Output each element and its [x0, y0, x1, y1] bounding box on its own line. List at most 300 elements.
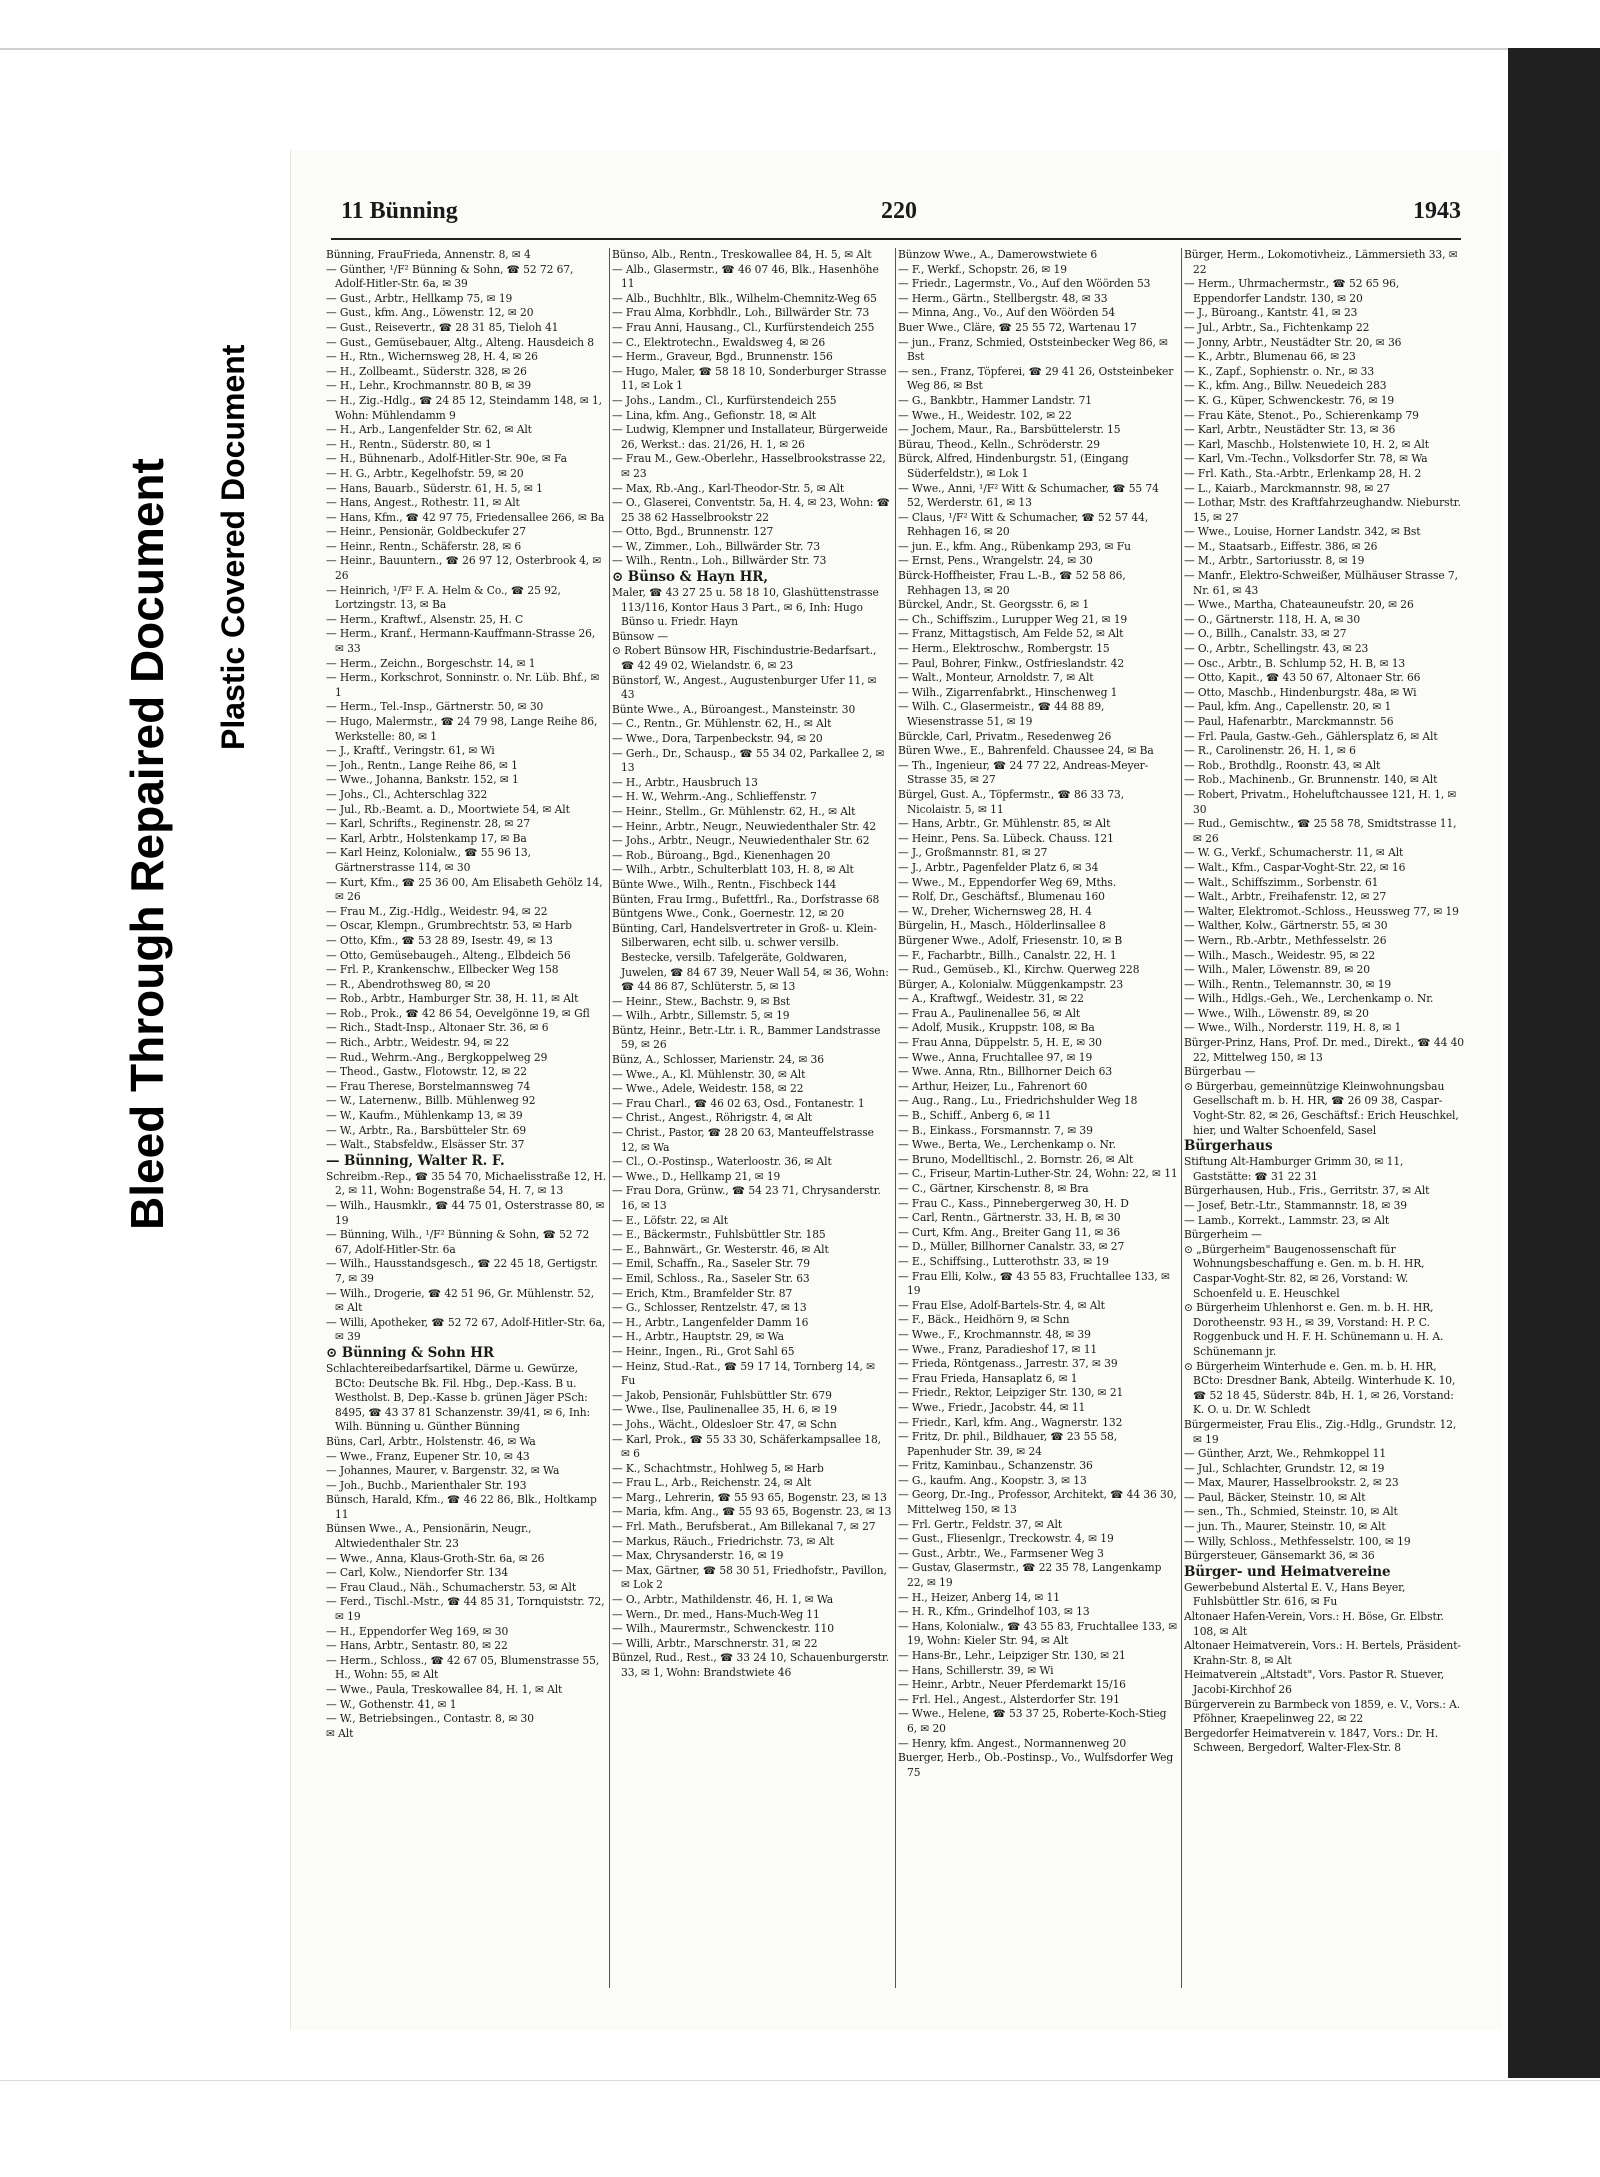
directory-entry: — Rob., Brothdlg., Roonstr. 43, ✉ Alt [1184, 758, 1381, 772]
scan-right-edge-block [1508, 48, 1600, 2078]
directory-entry: — Heinr., Pensionär, Goldbeckufer 27 [326, 525, 526, 539]
plastic-covered-label: Plastic Covered Document [215, 344, 251, 750]
directory-heading: ⊙ Bünso & Hayn HR, [612, 569, 768, 586]
directory-entry: — C., Gärtner, Kirschenstr. 8, ✉ Bra [898, 1182, 1089, 1195]
directory-entry: — Jakob, Pensionär, Fuhlsbüttler Str. 679 [612, 1388, 832, 1402]
directory-entry: — Herm., Zeichn., Borgeschstr. 14, ✉ 1 [326, 656, 536, 670]
directory-entry: — Hans, Bauarb., Süderstr. 61, H. 5, ✉ 1 [326, 481, 543, 495]
directory-entry: — C., Friseur, Martin-Luther-Str. 24, Wohn: 22, ✉ 11 [898, 1167, 1178, 1181]
directory-entry: — O., Arbtr., Schellingstr. 43, ✉ 23 [1184, 642, 1369, 656]
directory-entry: — Fritz, Kaminbau., Schanzenstr. 36 [898, 1459, 1093, 1473]
directory-entry: Schreibm.-Rep., ☎ 35 54 70, Michaelisstraße 12, H. 2, ✉ 11, Wohn: Bogenstraße 54, H. 7, ✉ 13 [326, 1169, 606, 1198]
directory-entry: — Walt., Kfm., Caspar-Voght-Str. 22, ✉ 16 [1184, 860, 1406, 874]
directory-entry: — M., Arbtr., Sartoriusstr. 8, ✉ 19 [1184, 554, 1365, 568]
directory-entry: — M., Staatsarb., Eiffestr. 386, ✉ 26 [1184, 539, 1378, 553]
directory-entry: Büntgens Wwe., Conk., Goernestr. 12, ✉ 20 [612, 907, 845, 921]
directory-entry: — Max, Chrysanderstr. 16, ✉ 19 [612, 1549, 784, 1563]
directory-entry: — Rud., Wehrm.-Ang., Bergkoppelweg 29 [326, 1050, 548, 1064]
directory-entry: Bürgel, Gust. A., Töpfermstr., ☎ 86 33 73, Nicolaistr. 5, ✉ 11 [898, 787, 1125, 816]
directory-entry: — Friedr., Lagermstr., Vo., Auf den Wöörden 53 [898, 277, 1151, 291]
directory-entry: — Otto, Kapit., ☎ 43 50 67, Altonaer Str. 66 [1184, 671, 1421, 685]
directory-entry: — Karl, Maschb., Holstenwiete 10, H. 2, ✉ Alt [1184, 437, 1429, 451]
directory-entry: — Aug., Rang., Lu., Friedrichshulder Weg 18 [898, 1094, 1138, 1108]
directory-entry: — Paul, Bohrer, Finkw., Ostfrieslandstr. 42 [898, 656, 1125, 670]
directory-entry: Bürgener Wwe., Adolf, Friesenstr. 10, ✉ B [898, 933, 1123, 947]
directory-entry: — Rob., Prok., ☎ 42 86 54, Oevelgönne 19, ✉ Gfl [326, 1006, 590, 1020]
directory-entry: — Herm., Gärtn., Stellbergstr. 48, ✉ 33 [898, 291, 1108, 305]
directory-entry: Gewerbebund Alstertal E. V., Hans Beyer, Fuhlsbüttler Str. 616, ✉ Fu [1184, 1580, 1406, 1609]
directory-column-3 [898, 248, 1178, 2008]
directory-entry: — H., Bühnenarb., Adolf-Hitler-Str. 90e, ✉ Fa [326, 452, 567, 466]
directory-entry: ⊙ Bürgerheim Winterhude e. Gen. m. b. H. HR, BCto: Dresdner Bank, Abteilg. Winterhude K. 10, ☎ 52 18 45, Süderstr. 84b, H. 1, ✉ 26, Vorstand: K. O. u. Dr. W. Schledt [1184, 1359, 1456, 1417]
directory-entry: — Wern., Rb.-Arbtr., Methfesselstr. 26 [1184, 933, 1387, 947]
directory-entry: — Heinz, Stud.-Rat., ☎ 59 17 14, Tornberg 14, ✉ Fu [612, 1359, 875, 1388]
directory-entry: — Heinr., Bauuntern., ☎ 26 97 12, Osterbrook 4, ✉ 26 [326, 554, 602, 583]
directory-entry: — Carl, Rentn., Gärtnerstr. 33, H. B, ✉ 30 [898, 1211, 1121, 1225]
directory-entry: — W., Gothenstr. 41, ✉ 1 [326, 1697, 457, 1711]
directory-entry: — Josef, Betr.-Ltr., Stammannstr. 18, ✉ 39 [1184, 1199, 1407, 1212]
side-labels [120, 230, 300, 1230]
directory-entry: Bünsen Wwe., A., Pensionärin, Neugr., Altwiedenthaler Str. 23 [326, 1522, 532, 1551]
directory-entry: — Frau Dora, Grünw., ☎ 54 23 71, Chrysanderstr. 16, ✉ 13 [612, 1184, 881, 1212]
directory-entry: — K., Schachtmstr., Hohlweg 5, ✉ Harb [612, 1461, 824, 1475]
directory-entry: Bürau, Theod., Kelln., Schröderstr. 29 [898, 437, 1100, 451]
directory-entry: — O., Billh., Canalstr. 33, ✉ 27 [1184, 627, 1347, 641]
directory-entry: — Joh., Rentn., Lange Reihe 86, ✉ 1 [326, 758, 518, 772]
directory-entry: — Wwe. Anna, Rtn., Billhorner Deich 63 [898, 1065, 1113, 1079]
directory-entry: Schlachtereibedarfsartikel, Därme u. Gewürze, BCto: Deutsche Bk. Fil. Hbg., Dep.-Kass. B u. Westholst. B, Dep.-Kasse b. grünen Jäger PSch: 8495, ☎ 43 37 81 Schanzenstr. 39/41, ✉ 6, Inh: Wilh. Bünning u. Günther Bünning [326, 1361, 591, 1434]
directory-entry: — Frl. Kath., Sta.-Arbtr., Erlenkamp 28, H. 2 [1184, 466, 1422, 480]
directory-entry: — Frau L., Arb., Reichenstr. 24, ✉ Alt [612, 1476, 812, 1490]
directory-entry: — Wwe., H., Weidestr. 102, ✉ 22 [898, 408, 1072, 422]
directory-entry: — Günther, ¹/F² Bünning & Sohn, ☎ 52 72 67, Adolf-Hitler-Str. 6a, ✉ 39 [326, 262, 574, 291]
directory-entry: — Johs., Wächt., Oldesloer Str. 47, ✉ Schn [612, 1417, 837, 1431]
directory-entry: — O., Gärtnerstr. 118, H. A, ✉ 30 [1184, 612, 1361, 626]
directory-entry: — Frau M., Zig.-Hdlg., Weidestr. 94, ✉ 22 [326, 904, 548, 918]
directory-entry: — H., Arb., Langenfelder Str. 62, ✉ Alt [326, 423, 532, 437]
directory-entry: — Wilh., Drogerie, ☎ 42 51 96, Gr. Mühlenstr. 52, ✉ Alt [326, 1286, 595, 1315]
directory-entry: — W., Betriebsingen., Contastr. 8, ✉ 30 [326, 1712, 534, 1726]
directory-entry: — Hans, Arbtr., Sentastr. 80, ✉ 22 [326, 1639, 508, 1653]
directory-entry: Bergedorfer Heimatverein v. 1847, Vors.: Dr. H. Schween, Bergedorf, Walter-Flex-Str. 8 [1184, 1726, 1439, 1755]
directory-entry: — Karl, Arbtr., Neustädter Str. 13, ✉ 36 [1184, 423, 1396, 437]
directory-entry: — F., Facharbtr., Billh., Canalstr. 22, H. 1 [898, 948, 1117, 962]
directory-entry: — Theod., Gastw., Flotowstr. 12, ✉ 22 [326, 1065, 527, 1079]
directory-entry: — Adolf, Musik., Kruppstr. 108, ✉ Ba [898, 1021, 1095, 1035]
directory-entry: — jun., Franz, Schmied, Oststeinbecker Weg 86, ✉ Bst [898, 335, 1168, 364]
directory-entry: — jun. Th., Maurer, Steinstr. 10, ✉ Alt [1184, 1520, 1386, 1534]
directory-entry: — Frau Else, Adolf-Bartels-Str. 4, ✉ Alt [898, 1298, 1105, 1312]
directory-entry: — Hans, Schillerstr. 39, ✉ Wi [898, 1663, 1054, 1677]
directory-entry: — Max, Rb.-Ang., Karl-Theodor-Str. 5, ✉ Alt [612, 481, 845, 495]
directory-entry: — Hugo, Malermstr., ☎ 24 79 98, Lange Reihe 86, Werkstelle: 80, ✉ 1 [326, 715, 598, 743]
directory-entry: — Walter, Elektromot.-Schloss., Heussweg 77, ✉ 19 [1184, 904, 1459, 918]
directory-entry: — Henry, kfm. Angest., Normannenweg 20 [898, 1736, 1127, 1750]
directory-entry: — Friedr., Karl, kfm. Ang., Wagnerstr. 132 [898, 1415, 1123, 1429]
directory-entry: Bürck, Alfred, Hindenburgstr. 51, (Eingang Süderfeldstr.), ✉ Lok 1 [898, 452, 1129, 480]
directory-entry: — Emil, Schloss., Ra., Saseler Str. 63 [612, 1271, 810, 1285]
directory-entry: — Carl, Kolw., Niendorfer Str. 134 [326, 1566, 509, 1580]
directory-entry: — Frau Claud., Näh., Schumacherstr. 53, ✉ Alt [326, 1580, 577, 1594]
directory-entry: — Frau A., Paulinenallee 56, ✉ Alt [898, 1006, 1081, 1020]
directory-entry: — Franz, Mittagstisch, Am Felde 52, ✉ Alt [898, 627, 1124, 641]
directory-entry: — Rud., Gemüseb., Kl., Kirchw. Querweg 228 [898, 963, 1140, 977]
directory-entry: Bünz, A., Schlosser, Marienstr. 24, ✉ 36 [612, 1053, 824, 1067]
directory-entry: — K. G., Küper, Schwenckestr. 76, ✉ 19 [1184, 393, 1395, 407]
directory-entry: — Rob., Arbtr., Hamburger Str. 38, H. 11, ✉ Alt [326, 992, 579, 1006]
directory-entry: — E., Löfstr. 22, ✉ Alt [612, 1213, 728, 1227]
directory-entry: — C., Rentn., Gr. Mühlenstr. 62, H., ✉ Alt [612, 717, 832, 731]
directory-entry: — Herm., Tel.-Insp., Gärtnerstr. 50, ✉ 30 [326, 700, 544, 714]
directory-entry: — Gerh., Dr., Schausp., ☎ 55 34 02, Parkallee 2, ✉ 13 [612, 746, 885, 775]
directory-entry: — Günther, Arzt, We., Rehmkoppel 11 [1184, 1447, 1387, 1461]
directory-entry: — H. G., Arbtr., Kegelhofstr. 59, ✉ 20 [326, 466, 524, 480]
directory-entry: — Walt., Monteur, Arnoldstr. 7, ✉ Alt [898, 671, 1094, 685]
directory-entry: — R., Abendrothsweg 80, ✉ 20 [326, 977, 491, 991]
directory-entry: — Willy, Schloss., Methfesselstr. 100, ✉ 19 [1184, 1534, 1411, 1548]
directory-entry: — Wilh., Hausstandsgesch., ☎ 22 45 18, Gertigstr. 7, ✉ 39 [326, 1257, 598, 1285]
directory-entry: — Wilh., Hausmklr., ☎ 44 75 01, Osterstrasse 80, ✉ 19 [326, 1199, 605, 1227]
directory-entry: — K., Arbtr., Blumenau 66, ✉ 23 [1184, 350, 1356, 364]
directory-entry: — Wilh., Zigarrenfabrkt., Hinschenweg 1 [898, 685, 1118, 699]
directory-entry: — A., Kraftwgf., Weidestr. 31, ✉ 22 [898, 992, 1084, 1006]
directory-entry: — Joh., Buchb., Marienthaler Str. 193 [326, 1478, 527, 1492]
directory-entry: — Max, Maurer, Hasselbrookstr. 2, ✉ 23 [1184, 1476, 1399, 1490]
scan-top-line [0, 48, 1510, 50]
directory-entry: — Hans, Arbtr., Gr. Mühlenstr. 85, ✉ Alt [898, 817, 1111, 831]
directory-column-1 [326, 248, 606, 2008]
directory-entry: — Cl., O.-Postinsp., Waterloostr. 36, ✉ Alt [612, 1155, 832, 1169]
directory-entry: ✉ Alt [326, 1726, 354, 1740]
directory-entry: — Bünning, Wilh., ¹/F² Bünning & Sohn, ☎ 52 72 67, Adolf-Hitler-Str. 6a [326, 1228, 590, 1256]
directory-entry: — Wwe., Paula, Treskowallee 84, H. 1, ✉ Alt [326, 1683, 563, 1696]
directory-entry: — Wilh., Rentn., Loh., Billwärder Str. 73 [612, 554, 827, 568]
directory-entry: — Markus, Räuch., Friedrichstr. 73, ✉ Alt [612, 1534, 834, 1548]
directory-entry: — Wilh., Arbtr., Sillemstr. 5, ✉ 19 [612, 1009, 790, 1023]
directory-entry: — Wwe., A., Kl. Mühlenstr. 30, ✉ Alt [612, 1067, 806, 1081]
directory-entry: — H. R., Kfm., Grindelhof 103, ✉ 13 [898, 1605, 1090, 1619]
directory-entry: — Wwe., Louise, Horner Landstr. 342, ✉ Bst [1184, 525, 1421, 539]
directory-entry: Altonaer Heimatverein, Vors.: H. Bertels, Präsident-Krahn-Str. 8, ✉ Alt [1184, 1639, 1461, 1667]
directory-entry: — Wwe., Anna, Klaus-Groth-Str. 6a, ✉ 26 [326, 1551, 545, 1565]
directory-entry: — Osc., Arbtr., B. Schlump 52, H. B, ✉ 13 [1184, 656, 1406, 670]
directory-entry: — Kurt, Kfm., ☎ 25 36 00, Am Elisabeth Gehölz 14, ✉ 26 [326, 875, 603, 904]
directory-entry: — Heinr., Arbtr., Neuer Pferdemarkt 15/16 [898, 1678, 1126, 1692]
directory-entry: — Ernst, Pens., Wrangelstr. 24, ✉ 30 [898, 554, 1093, 568]
directory-entry: Bünte Wwe., Wilh., Rentn., Fischbeck 144 [612, 877, 837, 891]
directory-entry: — Frau M., Gew.-Oberlehr., Hasselbrookstrasse 22, ✉ 23 [612, 452, 886, 480]
directory-page [290, 150, 1501, 2030]
directory-entry: — Wilh., Masch., Weidestr. 95, ✉ 22 [1184, 948, 1376, 962]
directory-entry: — Frau Charl., ☎ 46 02 63, Osd., Fontanestr. 1 [612, 1096, 865, 1110]
directory-entry: — Gust., Gemüsebauer, Altg., Alteng. Hausdeich 8 [326, 335, 594, 349]
directory-entry: — Otto, Gemüsebaugeh., Alteng., Elbdeich 56 [326, 948, 571, 962]
directory-entry: — Ludwig, Klempner und Installateur, Bürgerweide 26, Werkst.: das. 21/26, H. 1, ✉ 26 [612, 423, 888, 451]
directory-entry: — Karl, Prok., ☎ 55 33 30, Schäferkampsallee 18, ✉ 6 [612, 1432, 881, 1461]
directory-heading: Bürgerhaus [1184, 1138, 1273, 1155]
directory-entry: — Heinr., Pens. Sa. Lübeck. Chauss. 121 [898, 831, 1114, 845]
directory-entry: — Wilh. C., Glasermeistr., ☎ 44 88 89, Wiesenstrasse 51, ✉ 19 [898, 700, 1105, 728]
directory-entry: — Rolf, Dr., Geschäftsf., Blumenau 160 [898, 890, 1105, 904]
directory-entry: — Frau Therese, Borstelmannsweg 74 [326, 1079, 531, 1093]
directory-entry: — Johs., Landm., Cl., Kurfürstendeich 255 [612, 393, 837, 407]
directory-entry: — F., Werkf., Schopstr. 26, ✉ 19 [898, 262, 1067, 276]
directory-entry: — sen., Franz, Töpferei, ☎ 29 41 26, Oststeinbeker Weg 86, ✉ Bst [898, 364, 1174, 393]
directory-entry: — Jul., Schlachter, Grundstr. 12, ✉ 19 [1184, 1461, 1385, 1475]
directory-entry: — Christ., Angest., Röhrigstr. 4, ✉ Alt [612, 1111, 813, 1125]
directory-entry: — Lamb., Korrekt., Lammstr. 23, ✉ Alt [1184, 1213, 1390, 1227]
directory-entry: — Wilh., Hdlgs.-Geh., We., Lerchenkamp o. Nr. [1184, 992, 1434, 1006]
directory-entry: — H., Heizer, Anberg 14, ✉ 11 [898, 1590, 1060, 1604]
directory-entry: — Johannes, Maurer, v. Bargenstr. 32, ✉ Wa [326, 1464, 560, 1478]
directory-entry: — Frau Anna, Düppelstr. 5, H. E, ✉ 30 [898, 1036, 1102, 1050]
directory-entry: — H., Eppendorfer Weg 169, ✉ 30 [326, 1624, 509, 1638]
directory-entry: Bünsow — [612, 629, 668, 643]
directory-entry: Bünning, FrauFrieda, Annenstr. 8, ✉ 4 [326, 248, 531, 261]
directory-entry: — W., Zimmer., Loh., Billwärder Str. 73 [612, 539, 821, 553]
directory-entry: — Karl, Arbtr., Holstenkamp 17, ✉ Ba [326, 831, 527, 845]
directory-entry: — Frau C., Kass., Pinnebergerweg 30, H. D [898, 1196, 1129, 1210]
header-running-title: 11 Bünning [341, 198, 458, 224]
directory-column-2 [612, 248, 892, 2008]
directory-entry: — Alb., Glasermstr., ☎ 46 07 46, Blk., Hasenhöhe 11 [612, 262, 879, 291]
directory-entry: — B., Einkass., Forsmannstr. 7, ✉ 39 [898, 1123, 1093, 1137]
directory-entry: — Karl, Schrifts., Reginenstr. 28, ✉ 27 [326, 817, 531, 831]
directory-entry: — Otto, Kfm., ☎ 53 28 89, Isestr. 49, ✉ 13 [326, 933, 553, 947]
directory-entry: — Heinr., Rentn., Schäferstr. 28, ✉ 6 [326, 539, 522, 553]
directory-entry: Bürgerbau — [1184, 1065, 1256, 1079]
directory-entry: Bünsch, Harald, Kfm., ☎ 46 22 86, Blk., Holtkamp 11 [326, 1493, 597, 1521]
directory-entry: — R., Carolinenstr. 26, H. 1, ✉ 6 [1184, 744, 1356, 758]
directory-entry: — Frau Alma, Korbhdlr., Loh., Billwärder Str. 73 [612, 306, 870, 320]
directory-entry: — Frl. Math., Berufsberat., Am Billekanal 7, ✉ 27 [612, 1520, 876, 1534]
directory-entry: — H., Rtn., Wichernsweg 28, H. 4, ✉ 26 [326, 350, 538, 364]
directory-entry: — Gustav, Glasermstr., ☎ 22 35 78, Langenkamp 22, ✉ 19 [898, 1561, 1162, 1590]
directory-entry: — Wilh., Maurermstr., Schwenckestr. 110 [612, 1622, 834, 1636]
directory-entry: — Frau Anni, Hausang., Cl., Kurfürstendeich 255 [612, 320, 875, 334]
directory-entry: — Herm., Schloss., ☎ 42 67 05, Blumenstrasse 55, H., Wohn: 55, ✉ Alt [326, 1653, 600, 1682]
directory-entry: Büns, Carl, Arbtr., Holstenstr. 46, ✉ Wa [326, 1434, 536, 1448]
directory-entry: — Wwe., Anna, Fruchtallee 97, ✉ 19 [898, 1050, 1093, 1064]
bleed-through-label: Bleed Through Repaired Document [121, 458, 173, 1230]
directory-entry: — Frau Käte, Stenot., Po., Schierenkamp 79 [1184, 408, 1419, 422]
directory-entry: — Paul, kfm. Ang., Capellenstr. 20, ✉ 1 [1184, 700, 1392, 714]
directory-entry: — W., Laternenw., Billb. Mühlenweg 92 [326, 1094, 536, 1108]
directory-entry: — Johs., Cl., Achterschlag 322 [326, 787, 488, 801]
directory-entry: — Ch., Schiffszim., Lurupper Weg 21, ✉ 19 [898, 612, 1128, 626]
directory-entry: — Herm., Graveur, Bgd., Brunnenstr. 156 [612, 350, 833, 364]
directory-entry: — O., Arbtr., Mathildenstr. 46, H. 1, ✉ Wa [612, 1593, 834, 1607]
directory-entry: — Georg, Dr.-Ing., Professor, Architekt, ☎ 44 36 30, Mittelweg 150, ✉ 13 [898, 1488, 1177, 1517]
directory-entry: — H., Arbtr., Hauptstr. 29, ✉ Wa [612, 1330, 784, 1344]
directory-entry: — Hans, Kolonialw., ☎ 43 55 83, Fruchtallee 133, ✉ 19, Wohn: Kieler Str. 94, ✉ Alt [898, 1619, 1178, 1648]
directory-entry: — sen., Th., Schmied, Steinstr. 10, ✉ Alt [1184, 1505, 1398, 1519]
directory-entry: — Otto, Maschb., Hindenburgstr. 48a, ✉ Wi [1184, 685, 1417, 699]
directory-entry: — G., kaufm. Ang., Koopstr. 3, ✉ 13 [898, 1473, 1087, 1487]
directory-entry: Bünzow Wwe., A., Damerowstwiete 6 [898, 248, 1098, 261]
directory-entry: Buerger, Herb., Ob.-Postinsp., Vo., Wulfsdorfer Weg 75 [898, 1751, 1174, 1779]
directory-entry: — J., Großmannstr. 81, ✉ 27 [898, 846, 1048, 860]
directory-entry: — Wwe., D., Hellkamp 21, ✉ 19 [612, 1169, 781, 1183]
directory-entry: — Johs., Arbtr., Neugr., Neuwiedenthaler Str. 62 [612, 834, 870, 848]
directory-entry: — Rob., Machinenb., Gr. Brunnenstr. 140, ✉ Alt [1184, 773, 1438, 787]
directory-entry: — Heinr., Stellm., Gr. Mühlenstr. 62, H., ✉ Alt [612, 804, 856, 818]
directory-entry: — Herm., Korkschrot, Sonninstr. o. Nr. Lüb. Bhf., ✉ 1 [326, 671, 600, 699]
directory-entry: — W., Arbtr., Ra., Barsbütteler Str. 69 [326, 1123, 527, 1137]
directory-entry: — Heinr., Stew., Bachstr. 9, ✉ Bst [612, 994, 790, 1008]
directory-entry: ⊙ Bürgerheim Uhlenhorst e. Gen. m. b. H. HR, Dorotheenstr. 93 H., ✉ 39, Vorstand: H. P. C. Roggenbuck und H. F. H. Schünemann u. H. A. Schünemann jr. [1184, 1301, 1444, 1358]
directory-entry: Altonaer Hafen-Verein, Vors.: H. Böse, Gr. Elbstr. 108, ✉ Alt [1184, 1610, 1444, 1638]
directory-entry: — Maria, kfm. Ang., ☎ 55 93 65, Bogenstr. 23, ✉ 13 [612, 1505, 892, 1519]
directory-entry: — Wwe., F., Krochmannstr. 48, ✉ 39 [898, 1327, 1091, 1341]
directory-entry: — Hans-Br., Lehr., Leipziger Str. 130, ✉ 21 [898, 1649, 1126, 1662]
directory-entry: — Frl. Paula, Gastw.-Geh., Gählersplatz 6, ✉ Alt [1184, 729, 1438, 743]
directory-entry: — Herm., Uhrmachermstr., ☎ 52 65 96, Eppendorfer Landstr. 130, ✉ 20 [1184, 277, 1400, 305]
directory-entry: ⊙ „Bürgerheim" Baugenossenschaft für Wohnungsbeschaffung e. Gen. m. b. H. HR, Caspar-Voght-Str. 82, ✉ 26, Vorstand: W. Schoenfeld u. E. Heuschkel [1184, 1242, 1425, 1300]
directory-entry: — Jul., Rb.-Beamt. a. D., Moortwiete 54, ✉ Alt [326, 802, 570, 816]
directory-entry: — Bruno, Modelltischl., 2. Bornstr. 26, ✉ Alt [898, 1152, 1134, 1166]
directory-entry: — Curt, Kfm. Ang., Breiter Gang 11, ✉ 36 [898, 1225, 1121, 1239]
directory-entry: — E., Bahnwärt., Gr. Westerstr. 46, ✉ Alt [612, 1242, 829, 1256]
scan-bottom-line [0, 2080, 1600, 2081]
directory-entry: — Rich., Arbtr., Weidestr. 94, ✉ 22 [326, 1036, 510, 1050]
directory-entry: — Wwe., Johanna, Bankstr. 152, ✉ 1 [326, 773, 519, 787]
directory-entry: Bürgerheim — [1184, 1228, 1262, 1242]
directory-heading: — Bünning, Walter R. F. [326, 1152, 505, 1169]
directory-entry: — Frl. P., Krankenschw., Ellbecker Weg 158 [326, 963, 559, 977]
directory-entry: Bürckle, Carl, Privatm., Resedenweg 26 [898, 729, 1112, 743]
directory-entry: — K., Zapf., Sophienstr. o. Nr., ✉ 33 [1184, 364, 1375, 378]
directory-entry: — W. G., Verkf., Schumacherstr. 11, ✉ Alt [1184, 846, 1404, 860]
directory-entry: Bürger, Herm., Lokomotivheiz., Lämmersieth 33, ✉ 22 [1184, 248, 1458, 276]
directory-entry: — Walt., Stabsfeldw., Elsässer Str. 37 [326, 1138, 525, 1152]
directory-entry: — Wilh., Arbtr., Schulterblatt 103, H. 8, ✉ Alt [612, 863, 854, 877]
directory-entry: Bürgersteuer, Gänsemarkt 36, ✉ 36 [1184, 1549, 1375, 1563]
directory-entry: — Willi, Arbtr., Marschnerstr. 31, ✉ 22 [612, 1636, 818, 1650]
directory-entry: — Erich, Ktm., Bramfelder Str. 87 [612, 1286, 793, 1300]
directory-entry: Bürgerhausen, Hub., Fris., Gerritstr. 37, ✉ Alt [1184, 1184, 1430, 1198]
directory-entry: Stiftung Alt-Hamburger Grimm 30, ✉ 11, Gaststätte: ☎ 31 22 31 [1184, 1155, 1404, 1183]
directory-entry: — Herm., Elektroschw., Rombergstr. 15 [898, 642, 1110, 656]
directory-entry: — H., Rentn., Süderstr. 80, ✉ 1 [326, 437, 492, 451]
directory-entry: — J., Büroang., Kantstr. 41, ✉ 23 [1184, 306, 1358, 320]
directory-entry: — J., Kraftf., Veringstr. 61, ✉ Wi [326, 744, 495, 758]
directory-entry: Bünso, Alb., Rentn., Treskowallee 84, H. 5, ✉ Alt [612, 248, 872, 261]
directory-entry: — Herm., Kraftwf., Alsenstr. 25, H. C [326, 612, 524, 626]
directory-heading: Bürger- und Heimatvereine [1184, 1563, 1391, 1580]
directory-entry: — E., Bäckermstr., Fuhlsbüttler Str. 185 [612, 1228, 826, 1242]
directory-entry: ⊙ Robert Bünsow HR, Fischindustrie-Bedarfsart., ☎ 42 49 02, Wielandstr. 6, ✉ 23 [612, 644, 877, 673]
directory-entry: Bünzel, Rud., Rest., ☎ 33 24 10, Schauenburgerstr. 33, ✉ 1, Wohn: Brandstwiete 46 [612, 1651, 890, 1679]
directory-entry: Bünte Wwe., A., Büroangest., Mansteinstr. 30 [612, 702, 856, 716]
directory-entry: Bürger, A., Kolonialw. Müggenkampstr. 23 [898, 977, 1124, 991]
directory-entry: — Wwe., M., Eppendorfer Weg 69, Mths. [898, 875, 1117, 889]
directory-entry: — Fritz, Dr. phil., Bildhauer, ☎ 23 55 58, Papenhuder Str. 39, ✉ 24 [898, 1430, 1118, 1458]
directory-entry: — Ferd., Tischl.-Mstr., ☎ 44 85 31, Tornquiststr. 72, ✉ 19 [326, 1595, 605, 1624]
directory-entry: — H., Zig.-Hdlg., ☎ 24 85 12, Steindamm 148, ✉ 1, Wohn: Mühlendamm 9 [326, 393, 602, 422]
directory-entry: Bünting, Carl, Handelsvertreter in Groß- u. Klein-Silberwaren, echt silb. u. schwer versilb. Bestecke, versilb. Tafelgeräte, Goldwaren, Juwelen, ☎ 84 67 39, Neuer Wall 54, ✉ 36, Wohn: ☎ 44 86 87, Schlüterstr. 5, ✉ 13 [612, 921, 889, 994]
directory-entry: — Marg., Lehrerin, ☎ 55 93 65, Bogenstr. 23, ✉ 13 [612, 1490, 887, 1504]
directory-entry: Bürgermeister, Frau Elis., Zig.-Hdlg., Grundstr. 12, ✉ 19 [1184, 1417, 1457, 1446]
directory-entry: Bürckel, Andr., St. Georgsstr. 6, ✉ 1 [898, 598, 1090, 612]
directory-entry: — Wwe., Franz, Eupener Str. 10, ✉ 43 [326, 1449, 530, 1463]
header-year: 1943 [1413, 198, 1461, 224]
directory-entry: — H. W., Wehrm.-Ang., Schlieffenstr. 7 [612, 790, 817, 804]
directory-columns [326, 248, 1466, 2008]
directory-entry: — Gust., Arbtr., We., Farmsener Weg 3 [898, 1546, 1104, 1560]
directory-entry: — Gust., kfm. Ang., Löwenstr. 12, ✉ 20 [326, 306, 534, 320]
directory-entry: — Wwe., Ilse, Paulinenallee 35, H. 6, ✉ 19 [612, 1403, 837, 1417]
page-number: 220 [881, 198, 917, 224]
directory-entry: — H., Zollbeamt., Süderstr. 328, ✉ 26 [326, 364, 527, 378]
directory-entry: — Wwe., Dora, Tarpenbeckstr. 94, ✉ 20 [612, 732, 823, 745]
directory-entry: — Walt., Schiffszimm., Sorbenstr. 61 [1184, 875, 1379, 889]
directory-entry: — Paul, Hafenarbtr., Marckmannstr. 56 [1184, 715, 1394, 728]
directory-entry: — Gust., Reisevertr., ☎ 28 31 85, Tieloh 41 [326, 320, 559, 334]
directory-entry: — O., Glaserei, Conventstr. 5a, H. 4, ✉ 23, Wohn: ☎ 25 38 62 Hasselbrookstr 22 [612, 496, 890, 524]
directory-entry: — Claus, ¹/F² Witt & Schumacher, ☎ 52 57 44, Rehhagen 16, ✉ 20 [898, 510, 1149, 539]
directory-entry: — F., Bäck., Heidhörn 9, ✉ Schn [898, 1313, 1070, 1327]
directory-entry: — E., Schiffsing., Lutterothstr. 33, ✉ 19 [898, 1254, 1109, 1268]
directory-entry: — Rich., Stadt-Insp., Altonaer Str. 36, ✉ 6 [326, 1021, 549, 1035]
directory-entry: — Jul., Arbtr., Sa., Fichtenkamp 22 [1184, 320, 1370, 334]
directory-entry: — Wwe., Berta, We., Lerchenkamp o. Nr. [898, 1138, 1116, 1152]
directory-entry: — Gust., Arbtr., Hellkamp 75, ✉ 19 [326, 291, 513, 305]
directory-entry: — H., Lehr., Krochmannstr. 80 B, ✉ 39 [326, 379, 532, 393]
scan-top-margin [0, 0, 1600, 48]
directory-entry: — Hans, Kfm., ☎ 42 97 75, Friedensallee 266, ✉ Ba [326, 510, 605, 524]
directory-entry: — D., Müller, Billhorner Canalstr. 33, ✉ 27 [898, 1240, 1125, 1254]
directory-entry: — Arthur, Heizer, Lu., Fahrenort 60 [898, 1079, 1088, 1093]
directory-entry: — Wwe., Wilh., Norderstr. 119, H. 8, ✉ 1 [1184, 1021, 1402, 1035]
directory-entry: — Wwe., Adele, Weidestr. 158, ✉ 22 [612, 1082, 804, 1096]
directory-entry: — Walt., Arbtr., Freihafenstr. 12, ✉ 27 [1184, 890, 1387, 904]
directory-entry: — Frl. Gertr., Feldstr. 37, ✉ Alt [898, 1517, 1063, 1531]
directory-entry: — Paul, Bäcker, Steinstr. 10, ✉ Alt [1184, 1490, 1366, 1504]
directory-entry: — C., Elektrotechn., Ewaldsweg 4, ✉ 26 [612, 335, 826, 349]
directory-entry: — W., Kaufm., Mühlenkamp 13, ✉ 39 [326, 1109, 523, 1123]
directory-entry: — Friedr., Rektor, Leipziger Str. 130, ✉ 21 [898, 1386, 1124, 1400]
directory-entry: — Robert, Privatm., Hoheluftchaussee 121, H. 1, ✉ 30 [1184, 787, 1457, 816]
directory-entry: — Wwe., Anni, ¹/F² Witt & Schumacher, ☎ 55 74 52, Werderstr. 61, ✉ 13 [898, 481, 1159, 510]
directory-entry: — Wilh., Maler, Löwenstr. 89, ✉ 20 [1184, 963, 1370, 977]
directory-entry: Bürgelin, H., Masch., Hölderlinsallee 8 [898, 919, 1106, 933]
directory-entry: — Frau Frieda, Hansaplatz 6, ✉ 1 [898, 1371, 1078, 1385]
directory-entry: — Frl. Hel., Angest., Alsterdorfer Str. 191 [898, 1692, 1120, 1706]
directory-entry: — Oscar, Klempn., Grumbrechtstr. 53, ✉ Harb [326, 919, 572, 933]
page-header [341, 198, 1461, 232]
header-rule [331, 238, 1461, 240]
directory-entry: — Rud., Gemischtw., ☎ 25 58 78, Smidtstrasse 11, ✉ 26 [1184, 817, 1457, 845]
directory-entry: — Manfr., Elektro-Schweißer, Mülhäuser Strasse 7, Nr. 61, ✉ 43 [1184, 569, 1458, 597]
directory-entry: — Th., Ingenieur, ☎ 24 77 22, Andreas-Meyer-Strasse 35, ✉ 27 [898, 758, 1149, 787]
directory-entry: — Lothar, Mstr. des Kraftfahrzeughandw. Nieburstr. 15, ✉ 27 [1184, 496, 1461, 524]
directory-entry: — Hans, Angest., Rothestr. 11, ✉ Alt [326, 496, 520, 510]
directory-entry: Heimatverein „Altstadt", Vors. Pastor R. Stuever, Jacobi-Kirchhof 26 [1184, 1668, 1445, 1696]
directory-entry: — Jochem, Maur., Ra., Barsbüttelerstr. 15 [898, 423, 1121, 437]
directory-entry: Bürger-Prinz, Hans, Prof. Dr. med., Direkt., ☎ 44 40 22, Mittelweg 150, ✉ 13 [1184, 1036, 1464, 1064]
directory-entry: — Wwe., Helene, ☎ 53 37 25, Roberte-Koch-Stieg 6, ✉ 20 [898, 1707, 1167, 1735]
directory-entry: — Lina, kfm. Ang., Gefionstr. 18, ✉ Alt [612, 408, 816, 422]
directory-entry: — Otto, Bgd., Brunnenstr. 127 [612, 525, 774, 539]
directory-heading: ⊙ Bünning & Sohn HR [326, 1344, 494, 1361]
directory-entry: — Minna, Ang., Vo., Auf den Wöörden 54 [898, 306, 1116, 320]
directory-entry: — Gust., Fliesenlgr., Treckowstr. 4, ✉ 19 [898, 1532, 1114, 1546]
directory-entry: — G., Bankbtr., Hammer Landstr. 71 [898, 393, 1092, 407]
directory-entry: — L., Kaiarb., Marckmannstr. 98, ✉ 27 [1184, 481, 1390, 495]
directory-entry: — H., Arbtr., Hausbruch 13 [612, 775, 758, 789]
directory-entry: — Heinrich, ¹/F² F. A. Helm & Co., ☎ 25 92, Lortzingstr. 13, ✉ Ba [326, 583, 561, 612]
